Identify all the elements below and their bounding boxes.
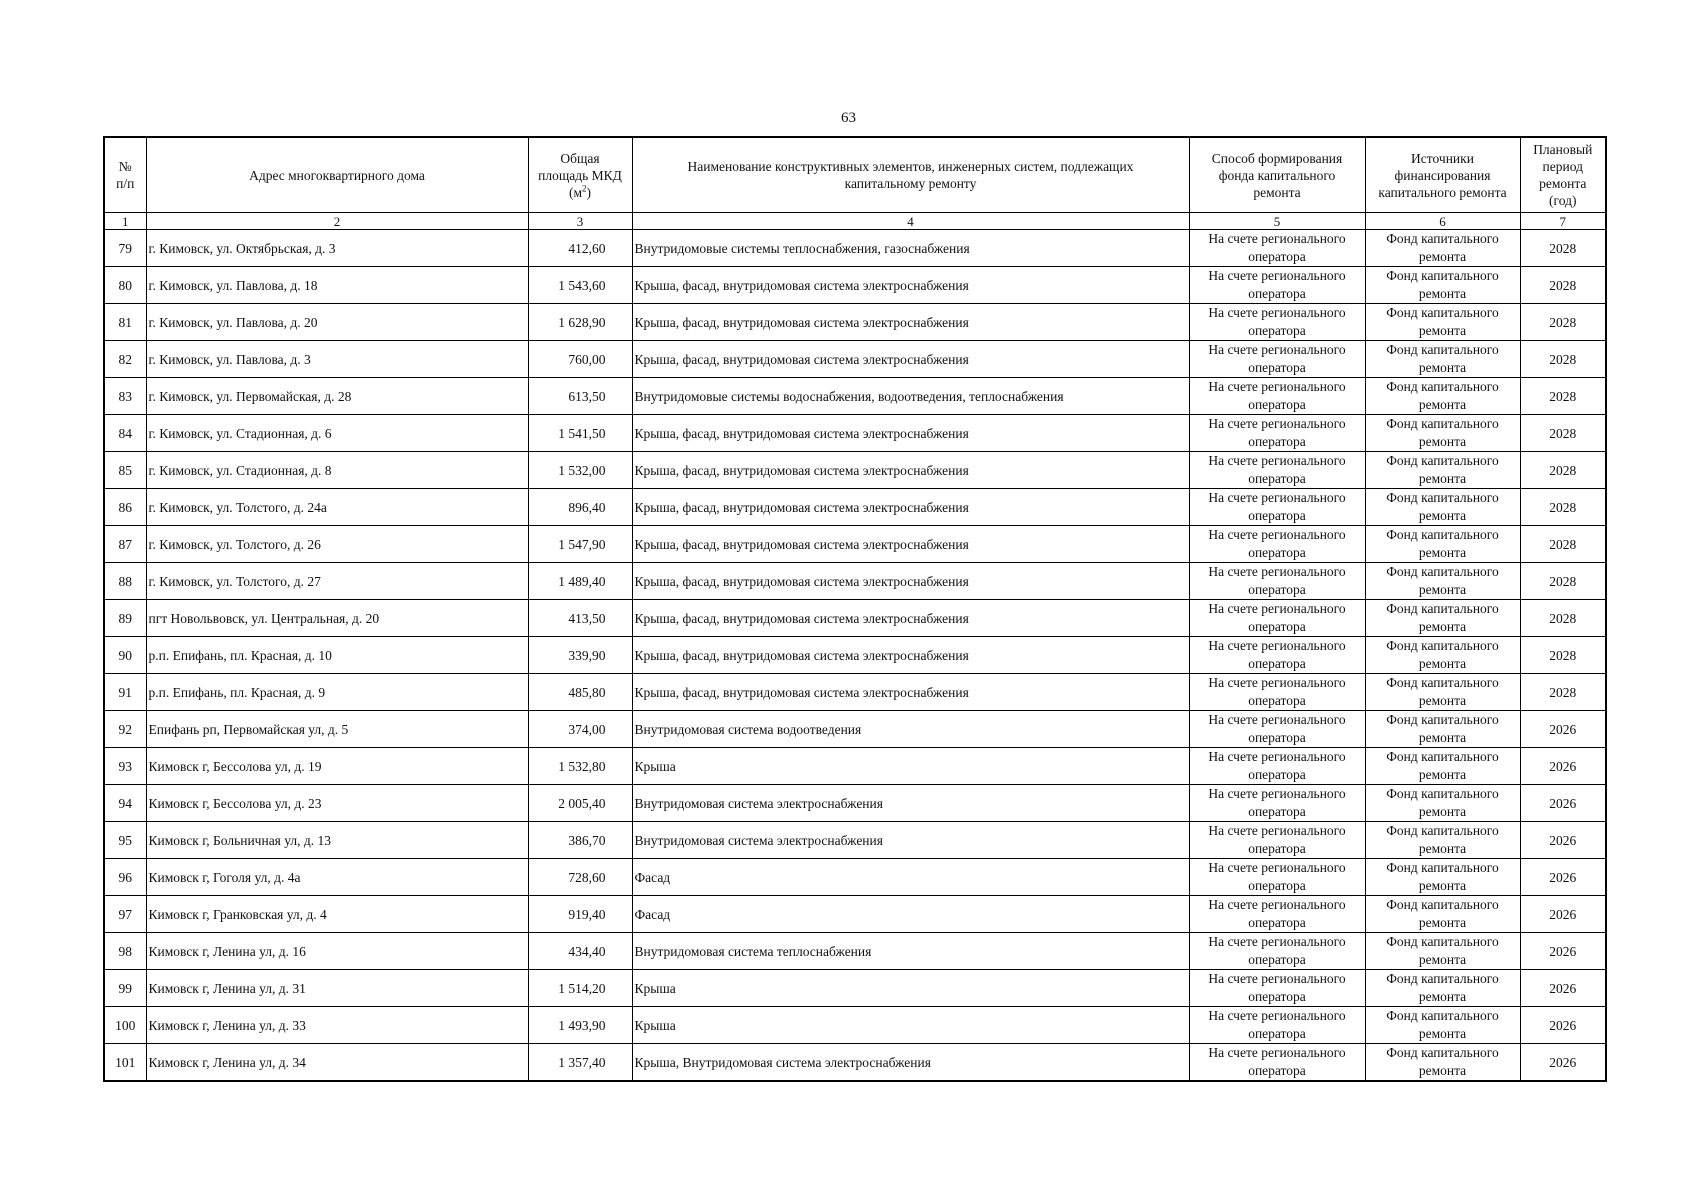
row-address: г. Кимовск, ул. Толстого, д. 27 [146, 563, 528, 600]
column-number: 6 [1365, 213, 1520, 230]
row-elements: Внутридомовая система теплоснабжения [632, 933, 1189, 970]
table-header-row [104, 137, 1606, 213]
row-year: 2028 [1520, 341, 1606, 378]
row-method: На счете регионального оператора [1189, 1007, 1365, 1044]
row-area: 1 543,60 [528, 267, 632, 304]
capital-repair-table [103, 136, 1607, 1082]
row-method: На счете регионального оператора [1189, 933, 1365, 970]
row-method: На счете регионального оператора [1189, 896, 1365, 933]
row-source: Фонд капитального ремонта [1365, 674, 1520, 711]
row-elements: Фасад [632, 896, 1189, 933]
table-row [104, 230, 1606, 267]
row-method: На счете регионального оператора [1189, 378, 1365, 415]
row-method: На счете регионального оператора [1189, 230, 1365, 267]
row-number: 88 [104, 563, 146, 600]
row-number: 89 [104, 600, 146, 637]
page-number: 63 [841, 110, 856, 126]
row-source: Фонд капитального ремонта [1365, 896, 1520, 933]
row-source: Фонд капитального ремонта [1365, 1044, 1520, 1082]
row-area: 1 514,20 [528, 970, 632, 1007]
row-elements: Внутридомовые системы теплоснабжения, газоснабжения [632, 230, 1189, 267]
row-address: Кимовск г, Больничная ул, д. 13 [146, 822, 528, 859]
row-area: 896,40 [528, 489, 632, 526]
column-number-row [104, 213, 1606, 230]
row-year: 2028 [1520, 637, 1606, 674]
row-year: 2026 [1520, 933, 1606, 970]
row-year: 2026 [1520, 785, 1606, 822]
row-elements: Крыша, фасад, внутридомовая система электроснабжения [632, 415, 1189, 452]
row-year: 2028 [1520, 563, 1606, 600]
row-area: 919,40 [528, 896, 632, 933]
row-elements: Крыша, фасад, внутридомовая система электроснабжения [632, 452, 1189, 489]
row-method: На счете регионального оператора [1189, 526, 1365, 563]
table-row [104, 933, 1606, 970]
row-number: 79 [104, 230, 146, 267]
row-number: 81 [104, 304, 146, 341]
row-elements: Крыша, Внутридомовая система электроснабжения [632, 1044, 1189, 1082]
row-area: 1 489,40 [528, 563, 632, 600]
row-area: 1 541,50 [528, 415, 632, 452]
row-number: 83 [104, 378, 146, 415]
row-number: 90 [104, 637, 146, 674]
header-period: Плановый период ремонта (год) [1520, 137, 1606, 213]
row-area: 434,40 [528, 933, 632, 970]
row-method: На счете регионального оператора [1189, 711, 1365, 748]
row-number: 91 [104, 674, 146, 711]
row-elements: Крыша, фасад, внутридомовая система электроснабжения [632, 674, 1189, 711]
row-number: 82 [104, 341, 146, 378]
row-source: Фонд капитального ремонта [1365, 563, 1520, 600]
row-method: На счете регионального оператора [1189, 563, 1365, 600]
row-source: Фонд капитального ремонта [1365, 933, 1520, 970]
table-row [104, 970, 1606, 1007]
row-address: г. Кимовск, ул. Толстого, д. 24а [146, 489, 528, 526]
row-area: 1 532,80 [528, 748, 632, 785]
row-year: 2028 [1520, 526, 1606, 563]
row-number: 85 [104, 452, 146, 489]
row-elements: Крыша [632, 970, 1189, 1007]
row-number: 101 [104, 1044, 146, 1082]
column-number: 7 [1520, 213, 1606, 230]
row-number: 80 [104, 267, 146, 304]
column-number: 4 [632, 213, 1189, 230]
row-source: Фонд капитального ремонта [1365, 489, 1520, 526]
row-method: На счете регионального оператора [1189, 859, 1365, 896]
table-row [104, 785, 1606, 822]
row-elements: Крыша, фасад, внутридомовая система электроснабжения [632, 267, 1189, 304]
header-address: Адрес многоквартирного дома [146, 137, 528, 213]
row-year: 2026 [1520, 896, 1606, 933]
header-num: № п/п [104, 137, 146, 213]
row-address: г. Кимовск, ул. Первомайская, д. 28 [146, 378, 528, 415]
table-body [104, 230, 1606, 1082]
row-area: 412,60 [528, 230, 632, 267]
row-area: 485,80 [528, 674, 632, 711]
row-address: Кимовск г, Бессолова ул, д. 19 [146, 748, 528, 785]
header-elements: Наименование конструктивных элементов, инженерных систем, подлежащих капитальному ремонту [632, 137, 1189, 213]
row-address: г. Кимовск, ул. Павлова, д. 20 [146, 304, 528, 341]
table-row [104, 637, 1606, 674]
row-address: Кимовск г, Гранковская ул, д. 4 [146, 896, 528, 933]
row-method: На счете регионального оператора [1189, 637, 1365, 674]
row-method: На счете регионального оператора [1189, 748, 1365, 785]
row-address: г. Кимовск, ул. Стадионная, д. 8 [146, 452, 528, 489]
table-row [104, 563, 1606, 600]
header-area: Общая площадь МКД $(м^2)$ [528, 137, 632, 213]
row-year: 2026 [1520, 822, 1606, 859]
row-method: На счете регионального оператора [1189, 267, 1365, 304]
row-address: Кимовск г, Ленина ул, д. 31 [146, 970, 528, 1007]
row-number: 99 [104, 970, 146, 1007]
row-number: 87 [104, 526, 146, 563]
row-source: Фонд капитального ремонта [1365, 526, 1520, 563]
row-year: 2026 [1520, 748, 1606, 785]
row-elements: Внутридомовая система электроснабжения [632, 822, 1189, 859]
row-number: 95 [104, 822, 146, 859]
header-source: Источники финансирования капитального ремонта [1365, 137, 1520, 213]
table-row [104, 859, 1606, 896]
column-number: 3 [528, 213, 632, 230]
row-area: 728,60 [528, 859, 632, 896]
row-method: На счете регионального оператора [1189, 674, 1365, 711]
row-address: пгт Новольвовск, ул. Центральная, д. 20 [146, 600, 528, 637]
row-year: 2028 [1520, 600, 1606, 637]
row-method: На счете регионального оператора [1189, 304, 1365, 341]
row-address: г. Кимовск, ул. Толстого, д. 26 [146, 526, 528, 563]
table-row [104, 600, 1606, 637]
table-row [104, 674, 1606, 711]
row-year: 2028 [1520, 674, 1606, 711]
row-method: На счете регионального оператора [1189, 970, 1365, 1007]
row-number: 100 [104, 1007, 146, 1044]
row-area: 1 532,00 [528, 452, 632, 489]
row-elements: Фасад [632, 859, 1189, 896]
header-method: Способ формирования фонда капитального ремонта [1189, 137, 1365, 213]
row-number: 92 [104, 711, 146, 748]
row-method: На счете регионального оператора [1189, 415, 1365, 452]
row-year: 2028 [1520, 304, 1606, 341]
row-address: р.п. Епифань, пл. Красная, д. 9 [146, 674, 528, 711]
table-row [104, 378, 1606, 415]
row-elements: Крыша, фасад, внутридомовая система электроснабжения [632, 304, 1189, 341]
row-address: р.п. Епифань, пл. Красная, д. 10 [146, 637, 528, 674]
row-area: 386,70 [528, 822, 632, 859]
table-row [104, 415, 1606, 452]
row-area: 760,00 [528, 341, 632, 378]
row-area: 2 005,40 [528, 785, 632, 822]
row-address: Епифань рп, Первомайская ул, д. 5 [146, 711, 528, 748]
row-source: Фонд капитального ремонта [1365, 711, 1520, 748]
table-row [104, 341, 1606, 378]
row-year: 2026 [1520, 970, 1606, 1007]
row-elements: Крыша [632, 748, 1189, 785]
table-row [104, 452, 1606, 489]
row-elements: Внутридомовая система электроснабжения [632, 785, 1189, 822]
row-number: 84 [104, 415, 146, 452]
row-source: Фонд капитального ремонта [1365, 230, 1520, 267]
row-source: Фонд капитального ремонта [1365, 378, 1520, 415]
row-source: Фонд капитального ремонта [1365, 415, 1520, 452]
row-method: На счете регионального оператора [1189, 600, 1365, 637]
row-year: 2026 [1520, 859, 1606, 896]
table-row [104, 1007, 1606, 1044]
row-source: Фонд капитального ремонта [1365, 637, 1520, 674]
table-row [104, 526, 1606, 563]
row-area: 1 628,90 [528, 304, 632, 341]
row-area: 613,50 [528, 378, 632, 415]
row-elements: Крыша, фасад, внутридомовая система электроснабжения [632, 600, 1189, 637]
row-elements: Крыша [632, 1007, 1189, 1044]
row-source: Фонд капитального ремонта [1365, 822, 1520, 859]
row-method: На счете регионального оператора [1189, 822, 1365, 859]
row-source: Фонд капитального ремонта [1365, 267, 1520, 304]
row-address: г. Кимовск, ул. Октябрьская, д. 3 [146, 230, 528, 267]
row-address: г. Кимовск, ул. Стадионная, д. 6 [146, 415, 528, 452]
column-number: 5 [1189, 213, 1365, 230]
row-elements: Крыша, фасад, внутридомовая система электроснабжения [632, 563, 1189, 600]
row-area: 413,50 [528, 600, 632, 637]
row-address: Кимовск г, Ленина ул, д. 34 [146, 1044, 528, 1082]
table-row [104, 304, 1606, 341]
row-source: Фонд капитального ремонта [1365, 600, 1520, 637]
row-number: 96 [104, 859, 146, 896]
row-elements: Внутридомовая система водоотведения [632, 711, 1189, 748]
row-year: 2028 [1520, 489, 1606, 526]
row-source: Фонд капитального ремонта [1365, 748, 1520, 785]
row-method: На счете регионального оператора [1189, 341, 1365, 378]
row-elements: Крыша, фасад, внутридомовая система электроснабжения [632, 489, 1189, 526]
row-source: Фонд капитального ремонта [1365, 304, 1520, 341]
row-year: 2028 [1520, 415, 1606, 452]
row-year: 2028 [1520, 230, 1606, 267]
row-method: На счете регионального оператора [1189, 489, 1365, 526]
row-area: 374,00 [528, 711, 632, 748]
row-area: 1 357,40 [528, 1044, 632, 1082]
row-address: г. Кимовск, ул. Павлова, д. 3 [146, 341, 528, 378]
row-number: 97 [104, 896, 146, 933]
row-source: Фонд капитального ремонта [1365, 859, 1520, 896]
row-year: 2026 [1520, 1044, 1606, 1082]
row-source: Фонд капитального ремонта [1365, 452, 1520, 489]
row-number: 86 [104, 489, 146, 526]
row-source: Фонд капитального ремонта [1365, 1007, 1520, 1044]
row-year: 2028 [1520, 452, 1606, 489]
row-year: 2028 [1520, 267, 1606, 304]
row-source: Фонд капитального ремонта [1365, 785, 1520, 822]
row-year: 2026 [1520, 711, 1606, 748]
row-elements: Крыша, фасад, внутридомовая система электроснабжения [632, 637, 1189, 674]
row-method: На счете регионального оператора [1189, 785, 1365, 822]
row-address: Кимовск г, Гоголя ул, д. 4а [146, 859, 528, 896]
table-row [104, 822, 1606, 859]
row-year: 2026 [1520, 1007, 1606, 1044]
row-area: 1 493,90 [528, 1007, 632, 1044]
row-address: г. Кимовск, ул. Павлова, д. 18 [146, 267, 528, 304]
row-method: На счете регионального оператора [1189, 452, 1365, 489]
row-number: 94 [104, 785, 146, 822]
row-elements: Крыша, фасад, внутридомовая система электроснабжения [632, 341, 1189, 378]
row-address: Кимовск г, Ленина ул, д. 16 [146, 933, 528, 970]
row-source: Фонд капитального ремонта [1365, 341, 1520, 378]
row-method: На счете регионального оператора [1189, 1044, 1365, 1082]
table-row [104, 1044, 1606, 1082]
table-row [104, 489, 1606, 526]
row-area: 1 547,90 [528, 526, 632, 563]
row-elements: Внутридомовые системы водоснабжения, водоотведения, теплоснабжения [632, 378, 1189, 415]
row-address: Кимовск г, Ленина ул, д. 33 [146, 1007, 528, 1044]
column-number: 1 [104, 213, 146, 230]
row-elements: Крыша, фасад, внутридомовая система электроснабжения [632, 526, 1189, 563]
row-year: 2028 [1520, 378, 1606, 415]
table-row [104, 896, 1606, 933]
row-area: 339,90 [528, 637, 632, 674]
row-source: Фонд капитального ремонта [1365, 970, 1520, 1007]
row-address: Кимовск г, Бессолова ул, д. 23 [146, 785, 528, 822]
table-row [104, 748, 1606, 785]
column-number: 2 [146, 213, 528, 230]
table-row [104, 267, 1606, 304]
table-row [104, 711, 1606, 748]
row-number: 98 [104, 933, 146, 970]
row-number: 93 [104, 748, 146, 785]
